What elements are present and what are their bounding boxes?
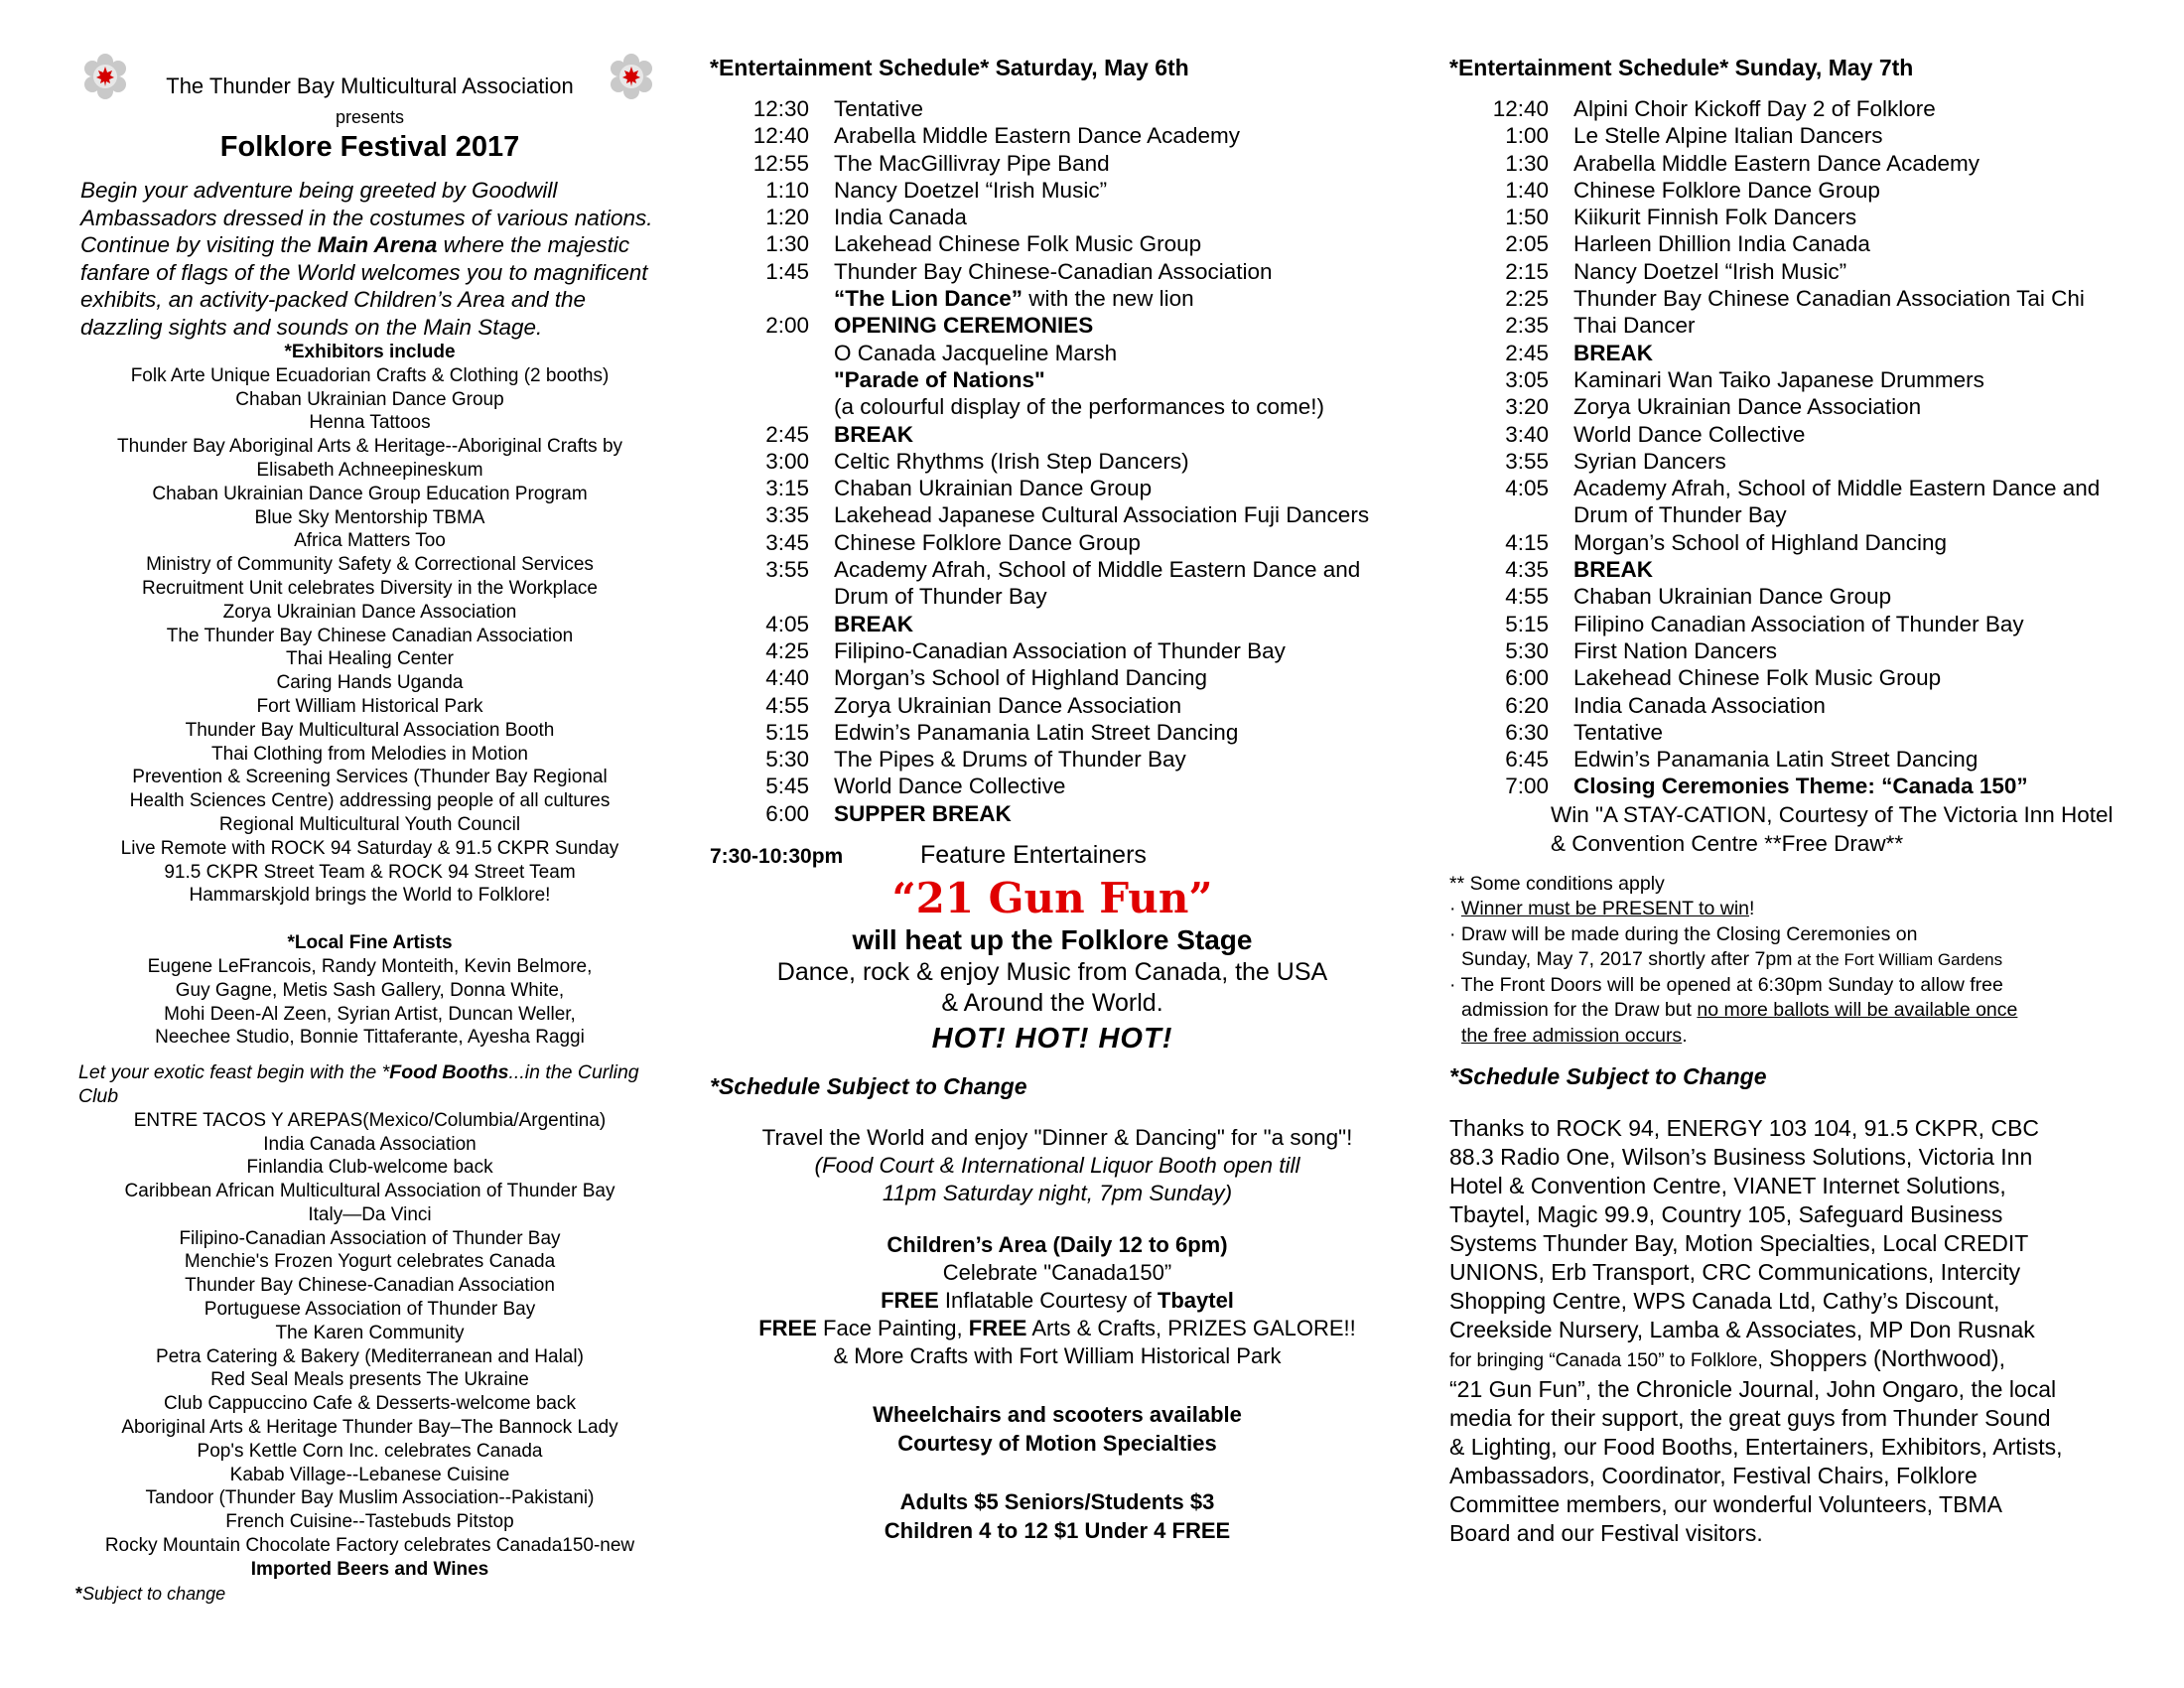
food-booth-item: Italy—Da Vinci: [308, 1203, 432, 1225]
thanks-small-text: for bringing “Canada 150” to Folklore,: [1449, 1350, 1763, 1372]
exhibitor-item: Folk Arte Unique Ecuadorian Crafts & Clothing (2 booths): [130, 364, 610, 386]
food-booth-item: Finlandia Club-welcome back: [246, 1157, 493, 1179]
schedule-row: [1449, 719, 2184, 746]
schedule-act: Edwin’s Panamania Latin Street Dancing: [834, 719, 1239, 745]
feature-dance-1: Dance, rock & enjoy Music from Canada, the USA: [776, 958, 1328, 987]
schedule-act: Chinese Folklore Dance Group: [834, 529, 1141, 555]
schedule-row: [1449, 230, 2184, 257]
feature-band-name: “21 Gun Fun”: [891, 874, 1213, 923]
childrens-area-line-4: & More Crafts with Fort William Historical Park: [833, 1343, 1282, 1369]
schedule-act: BREAK: [1573, 557, 1654, 583]
thanks-line: UNIONS, Erb Transport, CRC Communications, Intercity: [1449, 1259, 2021, 1286]
feature-time: 7:30-10:30pm: [710, 845, 844, 869]
schedule-act: “The Lion Dance” with the new lion: [834, 286, 1194, 312]
schedule-act: Filipino Canadian Association of Thunder Bay: [1573, 611, 2024, 636]
schedule-act: SUPPER BREAK: [834, 800, 1012, 826]
festival-title: Folklore Festival 2017: [219, 131, 520, 163]
prices-block: [710, 1487, 1405, 1545]
exhibitor-item: Live Remote with ROCK 94 Saturday & 91.5 CKPR Sunday: [120, 837, 619, 859]
beers-label: Imported Beers and Wines: [250, 1558, 489, 1580]
food-booth-item: Portuguese Association of Thunder Bay: [204, 1299, 536, 1321]
exhibitor-item: 91.5 CKPR Street Team & ROCK 94 Street Team: [164, 861, 576, 883]
schedule-row: [710, 501, 1405, 528]
schedule-act: "Parade of Nations": [834, 366, 1045, 392]
draw-note-1: ** Some conditions apply: [1449, 872, 1665, 895]
schedule-time: 2:05: [1505, 231, 1549, 257]
draw-note-2: [1449, 897, 2184, 922]
food-intro: [78, 1061, 670, 1109]
schedule-act: Thunder Bay Chinese-Canadian Association: [834, 258, 1273, 284]
feature-hot: HOT! HOT! HOT!: [931, 1023, 1173, 1055]
schedule-act: BREAK: [1573, 340, 1654, 365]
schedule-act: India Canada Association: [1573, 692, 1826, 718]
intro-text-2: where the majestic fanfare of flags of the World welcomes you to magnificent exhibits, an activity-packed Children’s Area and the dazzling sights and sounds on the Main Stage.: [80, 232, 648, 340]
food-booth-item: Tandoor (Thunder Bay Muslim Association--Pakistani): [145, 1487, 595, 1509]
schedule-row: [710, 746, 1405, 773]
free-admission-text: the free admission occurs: [1461, 1024, 1683, 1047]
schedule-row: [710, 230, 1405, 257]
schedule-time: 1:20: [765, 205, 809, 230]
thanks-line: Systems Thunder Bay, Motion Specialties, Local CREDIT: [1449, 1230, 2029, 1257]
feature-header: [710, 841, 1405, 870]
schedule-act: Chaban Ukrainian Dance Group: [1573, 584, 1892, 610]
schedule-act: Alpini Choir Kickoff Day 2 of Folklore: [1573, 96, 1936, 121]
winner-present: Winner must be PRESENT to win: [1460, 898, 1749, 920]
schedule-time: 3:20: [1505, 394, 1549, 420]
schedule-act: Zorya Ukrainian Dance Association: [834, 692, 1182, 718]
schedule-time: 12:40: [752, 123, 809, 149]
schedule-row: [710, 664, 1405, 691]
schedule-row: [710, 800, 1405, 827]
feature-label: Feature Entertainers: [920, 841, 1147, 870]
schedule-time: 2:15: [1505, 258, 1549, 284]
schedule-act: O Canada Jacqueline Marsh: [834, 340, 1118, 365]
food-booth-item: The Karen Community: [275, 1322, 465, 1343]
schedule-time: 2:45: [1505, 340, 1549, 365]
food-intro-bold: Food Booths: [389, 1061, 509, 1084]
schedule-time: 4:25: [765, 637, 809, 663]
schedule-row: [710, 421, 1405, 448]
thanks-line: 88.3 Radio One, Wilson’s Business Solutions, Victoria Inn: [1449, 1144, 2033, 1171]
food-booth-list: [69, 1109, 670, 1558]
schedule-time: 6:20: [1505, 692, 1549, 718]
prices-line-1: Adults $5 Seniors/Students $3: [899, 1489, 1215, 1515]
food-booth-item: Rocky Mountain Chocolate Factory celebrates Canada150-new: [104, 1535, 635, 1557]
exhibitor-item: Thunder Bay Multicultural Association Booth: [185, 719, 555, 741]
food-booth-item: Caribbean African Multicultural Association of Thunder Bay: [124, 1181, 615, 1202]
food-booth-item: India Canada Association: [263, 1133, 477, 1155]
schedule-time: 6:30: [1505, 719, 1549, 745]
travel-line-2: (Food Court & International Liquor Booth open till: [814, 1153, 1300, 1179]
thanks-line: Tbaytel, Magic 99.9, Country 105, Safeguard Business: [1449, 1201, 2003, 1228]
exhibitor-item: Thai Clothing from Melodies in Motion: [211, 743, 528, 765]
exhibitor-item: Caring Hands Uganda: [276, 672, 464, 694]
schedule-time: 5:45: [765, 774, 809, 799]
schedule-time: 3:45: [765, 529, 809, 555]
schedule-time: 6:00: [765, 800, 809, 826]
schedule-act: Academy Afrah, School of Middle Eastern Dance and: [1573, 476, 2101, 501]
schedule-act: Kiikurit Finnish Folk Dancers: [1573, 205, 1857, 230]
face-painting-text: Face Painting,: [816, 1316, 969, 1341]
schedule-time: 5:15: [765, 719, 809, 745]
schedule-row: [1449, 285, 2184, 312]
draw-note-5: · The Front Doors will be opened at 6:30pm Sunday to allow free: [1449, 973, 2003, 996]
saturday-schedule: [710, 95, 1405, 827]
food-intro-post: ...in the Curling Club: [78, 1061, 639, 1107]
free-label: FREE: [968, 1316, 1027, 1341]
schedule-time: 6:00: [1505, 665, 1549, 691]
schedule-time: 4:15: [1505, 529, 1549, 555]
thanks-line: Ambassadors, Coordinator, Festival Chairs, Folklore: [1449, 1463, 1978, 1489]
intro-main-arena: Main Arena: [317, 232, 438, 257]
schedule-act: Tentative: [1573, 719, 1664, 745]
thanks-after-small: Shoppers (Northwood),: [1762, 1345, 2005, 1372]
artist-item: Mohi Deen-Al Zeen, Syrian Artist, Duncan Weller,: [164, 1003, 576, 1025]
schedule-time: 3:40: [1505, 421, 1549, 447]
exhibitor-list: [69, 364, 670, 908]
travel-line-1: Travel the World and enjoy "Dinner & Dancing" for "a song"!: [761, 1125, 1353, 1151]
maple-leaf-flower-icon: [607, 52, 656, 101]
schedule-row: [1449, 95, 2184, 122]
schedule-act: BREAK: [834, 611, 914, 636]
schedule-act: Arabella Middle Eastern Dance Academy: [1573, 150, 1979, 176]
right-column: [1449, 0, 2184, 1548]
exhibitor-item: Blue Sky Mentorship TBMA: [254, 506, 485, 528]
schedule-time: 2:45: [765, 421, 809, 447]
exhibitor-item: Ministry of Community Safety & Correctional Services: [146, 554, 594, 576]
exhibitor-item: Regional Multicultural Youth Council: [218, 813, 521, 835]
exhibitor-item: Prevention & Screening Services (Thunder Bay Regional: [132, 767, 608, 788]
childrens-area-title: Children’s Area (Daily 12 to 6pm): [887, 1232, 1228, 1258]
draw-note-6: [1449, 998, 2184, 1024]
exhibitor-item: Africa Matters Too: [294, 530, 446, 552]
schedule-row: [710, 611, 1405, 637]
schedule-act: Edwin’s Panamania Latin Street Dancing: [1573, 747, 1979, 773]
schedule-act: Morgan’s School of Highland Dancing: [834, 665, 1208, 691]
schedule-row: [1449, 746, 2184, 773]
draw-location: at the Fort William Gardens: [1792, 950, 2003, 970]
schedule-time: 4:40: [765, 665, 809, 691]
schedule-row: [710, 393, 1405, 420]
artists-heading: *Local Fine Artists: [287, 932, 453, 954]
schedule-time: 1:40: [1505, 177, 1549, 203]
schedule-row: [1449, 773, 2184, 799]
exhibitor-item: Henna Tattoos: [309, 412, 431, 434]
org-name: The Thunder Bay Multicultural Association: [166, 73, 574, 98]
exhibitor-item: Hammarskjold brings the World to Folklore!: [189, 885, 551, 907]
header: [69, 52, 670, 107]
schedule-act: Kaminari Wan Taiko Japanese Drummers: [1573, 366, 1984, 392]
exhibitor-item: Thai Healing Center: [286, 648, 454, 670]
inflatable-text: Inflatable Courtesy of: [938, 1288, 1158, 1314]
schedule-row: [710, 312, 1405, 339]
schedule-time: 2:25: [1505, 286, 1549, 312]
arts-crafts-text: Arts & Crafts, PRIZES GALORE!!: [1026, 1316, 1356, 1341]
schedule-time: 3:55: [765, 557, 809, 583]
schedule-act: The MacGillivray Pipe Band: [834, 150, 1110, 176]
schedule-row: [710, 529, 1405, 556]
schedule-row: [710, 692, 1405, 719]
schedule-row: [1449, 611, 2184, 637]
schedule-time: 1:30: [765, 231, 809, 257]
schedule-row: [1449, 556, 2184, 583]
schedule-time: 3:55: [1505, 448, 1549, 474]
schedule-time: 12:30: [752, 96, 809, 121]
schedule-row: [710, 583, 1405, 610]
free-label: FREE: [758, 1316, 817, 1341]
schedule-time: 12:55: [752, 150, 809, 176]
exhibitor-item: Thunder Bay Aboriginal Arts & Heritage--Aboriginal Crafts by: [116, 436, 623, 458]
schedule-row: [710, 475, 1405, 501]
thanks-line: [1449, 1344, 2184, 1375]
schedule-row: [710, 773, 1405, 799]
schedule-act: Celtic Rhythms (Irish Step Dancers): [834, 448, 1189, 474]
bullet: ·: [1449, 898, 1461, 920]
schedule-row: [1449, 529, 2184, 556]
schedule-act: India Canada: [834, 205, 967, 230]
schedule-act: Tentative: [834, 96, 924, 121]
childrens-area: [710, 1231, 1405, 1370]
schedule-time: 12:40: [1492, 96, 1549, 121]
artist-item: Eugene LeFrancois, Randy Monteith, Kevin Belmore,: [147, 955, 593, 977]
saturday-schedule-title: *Entertainment Schedule* Saturday, May 6th: [710, 55, 1189, 80]
admission-text: admission for the Draw but: [1461, 999, 1698, 1022]
schedule-act: Thunder Bay Chinese Canadian Association Tai Chi: [1573, 286, 2085, 312]
draw-note-7: [1449, 1024, 2184, 1050]
schedule-act: Closing Ceremonies Theme: “Canada 150”: [1573, 774, 2028, 799]
schedule-act: World Dance Collective: [1573, 421, 1806, 447]
schedule-act: World Dance Collective: [834, 774, 1066, 799]
schedule-time: 7:00: [1505, 774, 1549, 799]
schedule-row: [1449, 150, 2184, 177]
wheelchairs-line-2: Courtesy of Motion Specialties: [897, 1431, 1217, 1457]
exhibitor-item: Elisabeth Achneepineskum: [256, 459, 483, 481]
artist-item: Neechee Studio, Bonnie Tittaferante, Ayesha Raggi: [155, 1027, 585, 1049]
food-booth-item: Club Cappuccino Cafe & Desserts-welcome back: [163, 1393, 576, 1415]
schedule-row: [1449, 448, 2184, 475]
exhibitor-item: Chaban Ukrainian Dance Group: [235, 388, 504, 410]
schedule-time: 4:05: [1505, 476, 1549, 501]
schedule-act: Chaban Ukrainian Dance Group: [834, 476, 1153, 501]
thanks-line: Hotel & Convention Centre, VIANET Internet Solutions,: [1449, 1173, 2006, 1199]
presents-label: presents: [335, 107, 405, 127]
schedule-note-2: *Schedule Subject to Change: [1449, 1063, 1767, 1090]
schedule-act: Lakehead Chinese Folk Music Group: [834, 231, 1202, 257]
travel-block: [710, 1124, 1405, 1207]
closing-prize-line-2: & Convention Centre **Free Draw**: [1551, 830, 1904, 856]
schedule-time: 3:15: [765, 476, 809, 501]
schedule-act: Syrian Dancers: [1573, 448, 1726, 474]
schedule-row: [1449, 421, 2184, 448]
schedule-row: [1449, 501, 2184, 528]
schedule-time: 2:35: [1505, 313, 1549, 339]
thanks-line: Shopping Centre, WPS Canada Ltd, Cathy’s Discount,: [1449, 1288, 2000, 1315]
schedule-row: [710, 258, 1405, 285]
food-booth-item: Thunder Bay Chinese-Canadian Association: [185, 1275, 555, 1297]
schedule-time: 3:00: [765, 448, 809, 474]
schedule-act: Morgan’s School of Highland Dancing: [1573, 529, 1948, 555]
schedule-act: BREAK: [834, 421, 914, 447]
schedule-row: [710, 150, 1405, 177]
exhibitor-item: Fort William Historical Park: [256, 695, 483, 717]
food-booth-item: Red Seal Meals presents The Ukraine: [210, 1369, 529, 1391]
wheelchairs-block: [710, 1400, 1405, 1458]
sunday-schedule-title: *Entertainment Schedule* Sunday, May 7th: [1449, 55, 1914, 80]
schedule-row: [1449, 393, 2184, 420]
travel-line-3: 11pm Saturday night, 7pm Sunday): [882, 1181, 1233, 1206]
left-column: [69, 0, 670, 1606]
food-booth-item: French Cuisine--Tastebuds Pitstop: [225, 1511, 514, 1533]
schedule-row: [710, 340, 1405, 366]
thanks-line: media for their support, the great guys from Thunder Sound: [1449, 1405, 2051, 1432]
schedule-act: Filipino-Canadian Association of Thunder Bay: [834, 637, 1286, 663]
schedule-act: First Nation Dancers: [1573, 637, 1778, 663]
closing-prize-line-1: Win "A STAY-CATION, Courtesy of The Victoria Inn Hotel: [1551, 801, 2114, 827]
schedule-row: [710, 448, 1405, 475]
thanks-paragraph: [1449, 1114, 2184, 1548]
food-booth-item: Petra Catering & Bakery (Mediterranean and Halal): [156, 1345, 584, 1367]
thanks-line: Board and our Festival visitors.: [1449, 1520, 1763, 1547]
draw-note-4: [1449, 947, 2184, 973]
food-booth-item: Aboriginal Arts & Heritage Thunder Bay–The Bannock Lady: [121, 1417, 618, 1439]
schedule-time: 4:55: [765, 692, 809, 718]
exhibitor-item: Chaban Ukrainian Dance Group Education Program: [152, 483, 588, 504]
schedule-row: [710, 204, 1405, 230]
artist-list: [69, 955, 670, 1050]
exhibitor-item: The Thunder Bay Chinese Canadian Association: [166, 625, 574, 646]
schedule-act: Thai Dancer: [1573, 313, 1696, 339]
schedule-row: [1449, 692, 2184, 719]
schedule-time: 1:00: [1505, 123, 1549, 149]
food-booth-item: Filipino-Canadian Association of Thunder Bay: [179, 1227, 561, 1249]
schedule-act: OPENING CEREMONIES: [834, 313, 1094, 339]
thanks-line: “21 Gun Fun”, the Chronicle Journal, John Ongaro, the local: [1449, 1376, 2057, 1403]
schedule-act: Zorya Ukrainian Dance Association: [1573, 394, 1922, 420]
schedule-row: [1449, 664, 2184, 691]
exhibitor-item: Recruitment Unit celebrates Diversity in the Workplace: [142, 577, 598, 599]
schedule-row: [1449, 122, 2184, 149]
schedule-act: Lakehead Japanese Cultural Association Fuji Dancers: [834, 502, 1370, 528]
schedule-act: Harleen Dhillion India Canada: [1573, 231, 1870, 257]
exclaim: !: [1749, 898, 1755, 920]
childrens-area-line-1: Celebrate "Canada150”: [942, 1260, 1172, 1286]
exhibitor-item: Health Sciences Centre) addressing people of all cultures: [129, 790, 611, 812]
schedule-act: Chinese Folklore Dance Group: [1573, 177, 1880, 203]
artist-item: Guy Gagne, Metis Sash Gallery, Donna White,: [175, 979, 565, 1001]
schedule-row: [1449, 258, 2184, 285]
schedule-time: 4:55: [1505, 584, 1549, 610]
schedule-row: [1449, 312, 2184, 339]
thanks-line: Creekside Nursery, Lamba & Associates, MP Don Rusnak: [1449, 1317, 2035, 1343]
schedule-note: *Schedule Subject to Change: [710, 1073, 1027, 1100]
food-booth-item: Pop's Kettle Corn Inc. celebrates Canada: [197, 1440, 543, 1462]
schedule-time: 4:35: [1505, 557, 1549, 583]
draw-notes: [1449, 872, 2184, 1050]
schedule-act: Nancy Doetzel “Irish Music”: [1573, 258, 1847, 284]
schedule-row: [710, 637, 1405, 664]
exhibitors-heading: *Exhibitors include: [284, 342, 456, 362]
schedule-time: 3:05: [1505, 366, 1549, 392]
schedule-time: 3:35: [765, 502, 809, 528]
draw-note-3: · Draw will be made during the Closing Ceremonies on: [1449, 922, 1918, 945]
food-intro-pre: Let your exotic feast begin with the *: [78, 1061, 390, 1084]
schedule-time: 1:45: [765, 258, 809, 284]
schedule-row: [1449, 583, 2184, 610]
schedule-row: [710, 366, 1405, 393]
schedule-time: 4:05: [765, 611, 809, 636]
schedule-act: The Pipes & Drums of Thunder Bay: [834, 747, 1186, 773]
free-label: FREE: [881, 1288, 939, 1314]
schedule-row: [1449, 340, 2184, 366]
schedule-time: 1:10: [765, 177, 809, 203]
food-booth-item: Menchie's Frozen Yogurt celebrates Canada: [184, 1251, 556, 1273]
schedule-row: [710, 95, 1405, 122]
schedule-time: 6:45: [1505, 747, 1549, 773]
tbaytel-label: Tbaytel: [1157, 1288, 1234, 1314]
food-booth-item: ENTRE TACOS Y AREPAS(Mexico/Columbia/Argentina): [133, 1109, 607, 1131]
schedule-row: [1449, 366, 2184, 393]
footnote: [75, 1582, 670, 1606]
period: .: [1682, 1024, 1688, 1047]
schedule-time: 1:50: [1505, 205, 1549, 230]
schedule-act: Academy Afrah, School of Middle Eastern Dance and: [834, 557, 1361, 583]
intro-text-1: Begin your adventure being greeted by Goodwill Ambassadors dressed in the costumes of various nations. Continue by visiting the: [80, 178, 653, 257]
no-ballots-text: no more ballots will be available once: [1697, 999, 2018, 1022]
schedule-row: [1449, 204, 2184, 230]
footnote-text: Subject to change: [82, 1583, 226, 1604]
schedule-act: Drum of Thunder Bay: [1573, 502, 1787, 528]
schedule-act: Le Stelle Alpine Italian Dancers: [1573, 123, 1883, 149]
thanks-line: Committee members, our wonderful Volunteers, TBMA: [1449, 1491, 2002, 1518]
childrens-area-line-2: [710, 1287, 1405, 1315]
schedule-time: 5:30: [765, 747, 809, 773]
schedule-row: [710, 285, 1405, 312]
schedule-act: Drum of Thunder Bay: [834, 584, 1047, 610]
feature-heat: will heat up the Folklore Stage: [852, 924, 1253, 956]
schedule-row: [710, 556, 1405, 583]
thanks-line: Thanks to ROCK 94, ENERGY 103 104, 91.5 CKPR, CBC: [1449, 1115, 2040, 1142]
schedule-act: Nancy Doetzel “Irish Music”: [834, 177, 1108, 203]
exhibitor-item: Zorya Ukrainian Dance Association: [222, 601, 517, 623]
schedule-row: [710, 719, 1405, 746]
schedule-row: [1449, 475, 2184, 501]
schedule-row: [710, 122, 1405, 149]
schedule-act: Arabella Middle Eastern Dance Academy: [834, 123, 1240, 149]
schedule-time: 1:30: [1505, 150, 1549, 176]
wheelchairs-line-1: Wheelchairs and scooters available: [873, 1402, 1242, 1428]
food-booth-item: Kabab Village--Lebanese Cuisine: [229, 1464, 510, 1485]
schedule-row: [1449, 637, 2184, 664]
schedule-time: 5:15: [1505, 611, 1549, 636]
childrens-area-line-3: [710, 1315, 1405, 1342]
middle-column: [710, 0, 1405, 1545]
schedule-row: [710, 177, 1405, 204]
prices-line-2: Children 4 to 12 $1 Under 4 FREE: [884, 1518, 1231, 1544]
schedule-act: Lakehead Chinese Folk Music Group: [1573, 665, 1942, 691]
schedule-time: 2:00: [765, 313, 809, 339]
thanks-line: & Lighting, our Food Booths, Entertainers, Exhibitors, Artists,: [1449, 1434, 2063, 1461]
schedule-row: [1449, 177, 2184, 204]
draw-date: Sunday, May 7, 2017 shortly after 7pm: [1461, 948, 1793, 971]
feature-dance-2: & Around the World.: [941, 989, 1163, 1018]
schedule-act: (a colourful display of the performances to come!): [834, 394, 1324, 420]
schedule-time: 5:30: [1505, 637, 1549, 663]
sunday-schedule: [1449, 95, 2184, 800]
footnote-star: *: [75, 1583, 83, 1604]
intro-paragraph: [80, 177, 670, 341]
